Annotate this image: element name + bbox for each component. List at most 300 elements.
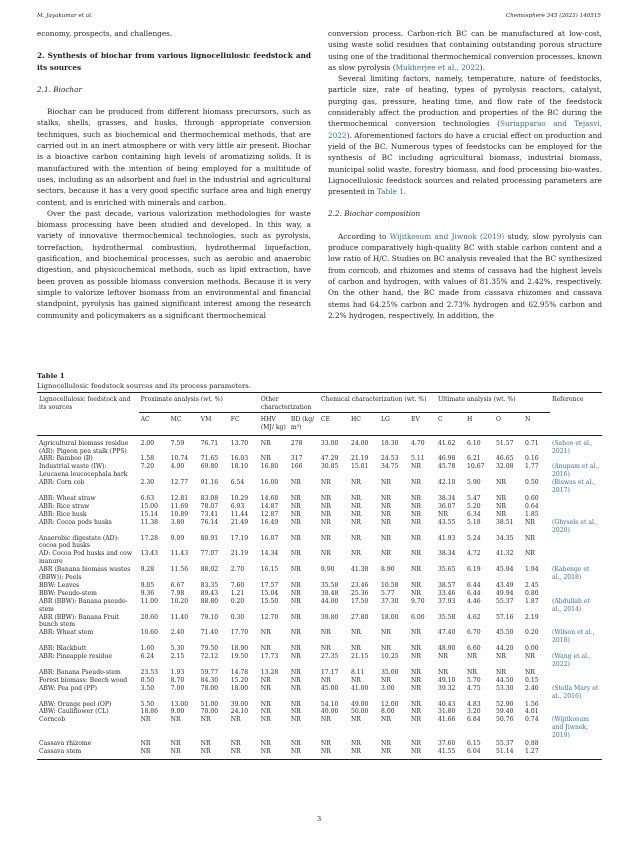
table-cell: NR [350, 676, 361, 684]
table-row [37, 566, 602, 582]
table-cell: 42.10 [437, 479, 456, 487]
table-cell: NR [350, 747, 361, 755]
table-cell: 54.10 [320, 700, 339, 708]
table-cell: 40.00 [320, 708, 339, 716]
table-row [37, 519, 602, 535]
table-cell: NR [260, 747, 271, 755]
table-cell: NR [320, 534, 331, 542]
table-cell: NR [411, 653, 421, 661]
table-body [37, 435, 602, 759]
row-reference-link [550, 495, 602, 503]
table-cell: 45.00 [320, 684, 339, 692]
row-reference-link [550, 677, 602, 685]
running-header-authors: M. Jayakumar et al. [37, 13, 93, 19]
column-header-source: Lignocellulosic feedstock and its sources [39, 396, 131, 411]
table-cell: 15.50 [260, 597, 279, 605]
page-number: 3 [316, 815, 322, 823]
table-cell: NR [411, 700, 421, 708]
row-reference-link [550, 740, 602, 748]
table-cell: NR [411, 684, 421, 692]
table-cell: 1.21 [230, 589, 245, 597]
table-cell: 11.00 [140, 597, 159, 605]
table-cell: 0.50 [525, 479, 539, 487]
column-header: CE [320, 415, 331, 423]
row-reference-link [550, 550, 602, 566]
table-cell: 16.00 [260, 479, 279, 487]
table-cell: 88.80 [200, 597, 219, 605]
table-cell: 32.08 [496, 463, 514, 471]
column-header-reference: Reference [551, 396, 584, 403]
row-reference-link[interactable]: (Stella Mary et al., 2016) [551, 684, 599, 700]
section-title: 2. Synthesis of biochar from various lignocellulosic feedstock and its sources [37, 51, 311, 72]
table-cell: NR [525, 534, 535, 542]
table-cell: 21.49 [230, 518, 249, 526]
table-cell: 5.20 [467, 502, 481, 510]
table-cell: 16.07 [260, 534, 279, 542]
row-reference-link [550, 708, 602, 716]
table-cell: NR [350, 550, 361, 558]
table-cell: NR [411, 494, 421, 502]
table-cell: NR [200, 740, 211, 748]
table-cell: 17.28 [140, 534, 159, 542]
table-cell: 16.80 [260, 463, 279, 471]
table-cell: 10.60 [140, 629, 159, 637]
table-cell: 16.03 [230, 455, 249, 463]
table-cell: 59.40 [496, 708, 514, 716]
table-cell: 19.50 [230, 653, 249, 661]
column-group-proximate: Proximate analysis (wt. %) [139, 393, 259, 413]
table-cell: NR [381, 502, 391, 510]
table-cell: NR [525, 668, 535, 676]
table-cell: NR [350, 740, 361, 748]
table-cell: 21.15 [350, 653, 369, 661]
table-cell: NR [411, 479, 421, 487]
table-row [37, 653, 602, 669]
table-cell: 11.44 [230, 510, 249, 518]
lead-text: economy, prospects, and challenges. [37, 29, 173, 38]
table-row [37, 677, 602, 685]
column-header: HHV (MJ/ kg) [260, 415, 286, 431]
row-reference-link[interactable]: (Kabenge et al., 2018) [551, 566, 590, 582]
table-cell: 0.50 [140, 676, 155, 684]
table-cell: 21.19 [230, 550, 249, 558]
table-cell: 11.40 [170, 613, 189, 621]
running-header-journal: Chemosphere 345 (2023) 140515 [505, 13, 601, 19]
table-row [37, 435, 602, 455]
table-cell: 8.70 [170, 676, 185, 684]
table-cell: NR [290, 645, 301, 653]
table-cell: 11.56 [170, 566, 189, 574]
table-cell: 2.40 [525, 684, 539, 692]
table-cell: NR [350, 510, 361, 518]
table-cell: 6.19 [467, 566, 481, 574]
table-cell: NR [290, 550, 301, 558]
table-cell: 37.93 [437, 597, 456, 605]
table-cell: 1.56 [525, 700, 539, 708]
row-reference-link[interactable]: (Wilson et al., 2018) [551, 629, 595, 645]
table-cell: NR [290, 510, 301, 518]
row-feedstock-name: ABR (BBW): Banana pseudo-stem [39, 597, 128, 613]
row-feedstock-name: AD: Cocoa Pod husks and cow manure [39, 550, 133, 566]
column-group-other: Other characterization [259, 393, 319, 413]
table-cell: NR [290, 708, 301, 716]
row-feedstock-name: Corncob [39, 716, 66, 724]
table-cell: 2.40 [170, 629, 185, 637]
table-cell: 33.46 [437, 589, 456, 597]
left-column [37, 28, 311, 321]
column-header: HC [350, 415, 361, 423]
paragraph: Biochar can be produced from different biomass precursors, such as stalks, shells, grasses, and husks, through appropriate conversion techniques, such as biochemical and thermochemical methods, that are carried out in an inert atmosphere or with very little air present. Biochar is a bioactive carbon containing high levels of aromatizing solids. It is manufactured with the intention of being employed for a multitude of uses, including as an adsorbent and fuel in the industrial and agricultural sectors, because it has a very good specific surface area and high energy content, and is enriched with minerals and carbon. [37, 107, 311, 207]
table-cell: NR [290, 502, 301, 510]
table-cell: 5.11 [411, 455, 425, 463]
table-cell: 4.83 [467, 700, 481, 708]
row-feedstock-name: Forest biomass: Beech wood [39, 676, 128, 684]
table-cell: 16.49 [260, 518, 279, 526]
table-cell: 5.50 [140, 700, 155, 708]
table-cell: 6.93 [230, 502, 245, 510]
table-cell: 21.19 [350, 455, 369, 463]
table-cell: NR [381, 676, 391, 684]
row-feedstock-name: ABR: Rice husk [39, 510, 87, 518]
table-cell: 3.00 [381, 684, 395, 692]
table-cell: NR [290, 700, 301, 708]
table-cell: NR [260, 629, 271, 637]
table-cell: 84.30 [200, 676, 219, 684]
table-row [37, 685, 602, 701]
table-cell: 77.07 [200, 550, 219, 558]
table-cell: 44.00 [320, 597, 339, 605]
table-cell: 5.70 [467, 676, 481, 684]
table-cell: 35.00 [381, 668, 399, 676]
table-cell: 5.77 [381, 589, 395, 597]
table-cell: 2.30 [140, 479, 155, 487]
table-cell: NR [320, 747, 331, 755]
column-header: C [437, 415, 443, 423]
table-cell: 2.70 [230, 566, 245, 574]
column-header: LG [381, 415, 390, 423]
table-cell: 9.05 [140, 581, 155, 589]
table-cell: 4.75 [467, 684, 481, 692]
table-cell: NR [290, 581, 301, 589]
row-reference-link[interactable]: (Wang et al., 2022) [551, 653, 591, 668]
table-cell: 5.18 [467, 518, 481, 526]
table-cell: NR [411, 566, 421, 574]
row-reference-link[interactable]: (Wijitkosum and Jiwnok, 2019) [551, 716, 589, 740]
table-cell: NR [230, 716, 241, 724]
table-cell: NR [230, 740, 241, 748]
table-cell: 49.00 [350, 700, 369, 708]
table-cell: 46.98 [437, 455, 456, 463]
table-cell: 6.44 [467, 589, 481, 597]
table-cell: 13.28 [260, 668, 279, 676]
table-cell: NR [411, 463, 421, 471]
table-cell: 6.54 [230, 479, 245, 487]
table-cell: 17.17 [320, 668, 339, 676]
row-reference-link[interactable]: (Anupam et al., 2016) [551, 463, 600, 479]
table-cell: NR [290, 518, 301, 526]
row-feedstock-name: ABR (BBW): Banana Fruit bunch stem [39, 613, 119, 629]
row-reference-link[interactable]: (Abdullah et al., 2014) [551, 597, 590, 613]
table-cell: 39.00 [230, 700, 249, 708]
table-cell: 45.50 [496, 629, 514, 637]
table-cell: 0.80 [525, 589, 539, 597]
column-group-chemical: Chemical characterization (wt. %) [319, 393, 436, 413]
table-cell: NR [411, 534, 421, 542]
table-cell: 78.07 [200, 502, 219, 510]
citation-link[interactable]: Mukherjee et al., 2022 [395, 62, 480, 72]
table-row [37, 716, 602, 740]
table-cell: 43.55 [437, 518, 456, 526]
table-cell: 45.78 [437, 463, 456, 471]
table-cell: NR [290, 668, 301, 676]
table-cell: 10.89 [170, 510, 189, 518]
table-cell: NR [381, 645, 391, 653]
table-cell: 78.00 [200, 684, 219, 692]
table-cell: NR [525, 550, 535, 558]
table-cell: NR [320, 676, 331, 684]
table-cell: NR [200, 716, 211, 724]
table-cell: 34.75 [381, 463, 399, 471]
table-cell: 1.60 [140, 645, 155, 653]
table-cell: 55.37 [496, 597, 514, 605]
table-row [37, 629, 602, 645]
table-cell: 18.00 [230, 684, 249, 692]
table-cell: NR [411, 740, 421, 748]
table-cell: NR [411, 668, 421, 676]
table-cell: 44.20 [496, 645, 514, 653]
table-cell: 47.40 [437, 629, 456, 637]
table-cell: NR [496, 494, 506, 502]
row-reference-link [550, 582, 602, 590]
table-cell: 12.81 [170, 494, 189, 502]
table-cell: NR [411, 510, 421, 518]
table-cell: NR [140, 747, 151, 755]
row-feedstock-name: BBW: Leaves [39, 581, 80, 589]
table-cell: 11.43 [170, 550, 189, 558]
table-cell: NR [350, 629, 361, 637]
table-cell: 24.10 [230, 708, 249, 716]
table-cell: NR [350, 716, 361, 724]
table-row [37, 511, 602, 519]
table-cell: 39.80 [320, 613, 339, 621]
table-cell: 73.41 [200, 510, 219, 518]
table-cell: NR [411, 747, 421, 755]
table-cell: 14.87 [260, 502, 279, 510]
table-cell: 6.44 [467, 581, 481, 589]
row-reference-link [550, 590, 602, 598]
table-cell: 72.12 [200, 653, 219, 661]
row-feedstock-name: ABW: Cauliflower (CL) [39, 708, 109, 716]
table-cell: NR [290, 747, 301, 755]
table-cell: 34.35 [496, 534, 514, 542]
row-feedstock-name: ABR: Rice straw [39, 502, 90, 510]
table-cell: 11.38 [140, 518, 159, 526]
table-cell: 37.60 [437, 740, 456, 748]
table-row [37, 479, 602, 495]
table-cell: 91.16 [200, 479, 219, 487]
table-cell: NR [290, 566, 301, 574]
table-cell: 18.86 [140, 708, 159, 716]
table-cell: NR [260, 439, 271, 447]
table-cell: 10.25 [381, 653, 399, 661]
table-cell: 47.29 [320, 455, 339, 463]
table-cell: 35.65 [437, 566, 456, 574]
table-cell: 6.21 [467, 455, 481, 463]
table-cell: 27.80 [350, 613, 369, 621]
table-cell: NR [290, 613, 301, 621]
table-cell: 1.77 [525, 463, 539, 471]
row-feedstock-name: ABW: Pea pod (PP) [39, 684, 97, 692]
table-cell: 5.90 [467, 479, 481, 487]
table-cell: 35.58 [320, 581, 339, 589]
table-cell: 24.00 [350, 439, 369, 447]
table-cell: 41.93 [437, 534, 456, 542]
table-cell: NR [496, 502, 506, 510]
row-feedstock-name: ABR (Banana biomass wastes (BBW)): Peels [39, 566, 131, 582]
table-cell: 17.50 [350, 597, 369, 605]
table-cell: NR [381, 629, 391, 637]
table-cell: 88.02 [200, 566, 219, 574]
table-cell: 7.59 [170, 439, 185, 447]
table-cell: NR [260, 684, 271, 692]
table-row [37, 582, 602, 590]
table-cell: 12.87 [260, 510, 279, 518]
table-link[interactable]: Table 1 [376, 187, 404, 197]
table-cell: NR [140, 740, 151, 748]
column-header: O [496, 415, 502, 423]
paragraph: conversion process. Carbon-rich BC can be manufactured at low-cost, using waste solid residues that containing outstanding porous structure using one of the traditional thermochemical conversion processes, known as slow pyrolysis (Mukherjee et al., 2022). [328, 29, 602, 72]
table-cell: 27.35 [320, 653, 339, 661]
table-label: Table 1 [37, 372, 65, 380]
table-cell: 8.11 [350, 668, 365, 676]
table-cell: 79.10 [200, 613, 219, 621]
table-cell: 15.01 [350, 463, 369, 471]
citation-link[interactable]: Wijitkosum and Jiwnok (2019) [389, 231, 505, 241]
table-cell: NR [350, 479, 361, 487]
table-cell: 17.57 [260, 581, 279, 589]
table-cell: 14.68 [260, 494, 279, 502]
table-cell: 0.74 [525, 716, 539, 724]
table-cell: 17.19 [230, 534, 249, 542]
row-feedstock-name: ABR: Cocoa pods husks [39, 518, 112, 526]
table-cell: 39.32 [437, 684, 456, 692]
subsection-title-composition: 2.2. Biochar composition [328, 209, 421, 219]
row-reference-link[interactable]: (Ghysels et al., 2020) [551, 518, 598, 534]
table-cell: NR [411, 716, 421, 724]
table-cell: 55.37 [496, 740, 514, 748]
row-feedstock-name: Cassava stem [39, 747, 82, 755]
row-reference-link[interactable]: (Sahoo et al., 2021) [551, 439, 593, 455]
table-cell: NR [350, 534, 361, 542]
table-cell: 9.70 [411, 597, 425, 605]
table-cell: 25.36 [350, 589, 369, 597]
table-cell: 83.08 [200, 494, 219, 502]
column-group-ultimate: Ultimate analysis (wt. %) [436, 393, 550, 413]
table-cell: NR [320, 740, 331, 748]
table-cell: 38.51 [496, 518, 514, 526]
table-cell: 3.80 [170, 518, 185, 526]
table-cell: 8.00 [381, 708, 395, 716]
table-cell: 76.71 [200, 439, 219, 447]
row-feedstock-name: ABR: Bamboo (B) [39, 455, 93, 463]
feedstock-table [37, 392, 602, 760]
table-cell: 5.24 [467, 534, 481, 542]
table-cell: 1.93 [170, 668, 185, 676]
table-cell: NR [320, 518, 331, 526]
row-reference-link [550, 645, 602, 653]
table-cell: NR [381, 716, 391, 724]
table-cell: NR [290, 494, 301, 502]
citation-link[interactable]: Suriapparao and Tejasvi, 2022 [328, 119, 603, 140]
table-cell: 2.45 [525, 581, 539, 589]
table-cell: NR [467, 668, 477, 676]
column-header: FC [230, 415, 240, 423]
table-cell: 10.67 [467, 463, 485, 471]
table-cell: 1.87 [525, 597, 539, 605]
table-cell: 278 [290, 439, 303, 447]
table-cell: NR [467, 653, 477, 661]
table-cell: NR [411, 708, 421, 716]
table-cell: 12.70 [260, 613, 279, 621]
table-cell: 0.60 [525, 494, 539, 502]
table-cell: NR [290, 534, 301, 542]
table-cell: NR [411, 629, 421, 637]
table-cell: 38.34 [437, 550, 456, 558]
table-cell: NR [170, 716, 181, 724]
table-cell: NR [320, 479, 331, 487]
table-cell: 6.00 [411, 613, 425, 621]
table-cell: 15.14 [140, 510, 159, 518]
table-cell: 83.35 [200, 581, 219, 589]
row-reference-link[interactable]: (Biswas et al., 2017) [551, 479, 596, 495]
table-row [37, 701, 602, 709]
table-cell: 71.65 [200, 455, 219, 463]
table-cell: NR [260, 716, 271, 724]
row-feedstock-name: ABR: Wheat stem [39, 629, 94, 637]
row-reference-link [550, 503, 602, 511]
paragraph: Several limiting factors, namely, temperature, nature of feedstocks, particle size, rate of heating, types of pyrolysis reactors, catalyst, purging gas, pressure, heating time, and flow rate of the feedstock considerably affect the production and properties of the BC during the thermochemical conversion technologies (Suriapparao and Tejasvi, 2022). Aforementioned factors do have a crucial effect on production and yield of the BC. Numerous types of feedstocks can be employed for the synthesis of BC including agricultural biomass, industrial biomass, municipal solid waste, forestry biomass, and food processing bio-wastes. Lignocellulosic feedstock sources and related processing parameters are presented in Table 1. [328, 74, 603, 197]
table-cell: 9.90 [320, 566, 335, 574]
table-cell: 7.20 [140, 463, 155, 471]
table-cell: 89.43 [200, 589, 219, 597]
table-cell: 49.10 [437, 676, 456, 684]
table-cell: NR [320, 502, 331, 510]
table-cell: 1.94 [525, 566, 539, 574]
table-cell: NR [381, 510, 391, 518]
column-header: VM [200, 415, 212, 423]
table-cell: 0.30 [230, 613, 245, 621]
table-cell: NR [290, 629, 301, 637]
table-cell: 4.90 [170, 463, 185, 471]
table-cell: 6.60 [467, 645, 481, 653]
table-cell: 46.65 [496, 455, 514, 463]
table-cell: 9.09 [170, 534, 185, 542]
table-cell: 6.67 [170, 581, 185, 589]
table-cell: 44.50 [496, 676, 514, 684]
table-cell: 14.78 [230, 668, 249, 676]
table-cell: 80.91 [200, 534, 219, 542]
table-cell: NR [320, 629, 331, 637]
table-cell: 3.50 [140, 684, 155, 692]
table-cell: 70.00 [200, 708, 219, 716]
table-cell: 71.40 [200, 629, 219, 637]
paragraph: Over the past decade, various valorization methodologies for waste biomass processing have been studied and developed. In this way, a variety of innovative thermochemical technologies, such as pyrolysis, torrefaction, hydrothermal combustion, hydrothermal liquefaction, gasification, and biochemical processes, such as aerobic and anaerobic digestion, and physicochemical methods, such as lipid extraction, have been proven as possible biomass conversion methods. Because it is very simple to valorize leftover biomass from an environmental and financial standpoint, pyrolysis has gained significant interest among the research community and policymakers as a significant thermochemical [37, 208, 311, 320]
row-feedstock-name: ABW: Orange peel (OP) [39, 700, 112, 708]
table-cell: 43.49 [496, 581, 514, 589]
column-header: EV [411, 415, 420, 423]
row-feedstock-name: ABR: Blackbutt [39, 645, 87, 653]
table-cell: NR [381, 479, 391, 487]
